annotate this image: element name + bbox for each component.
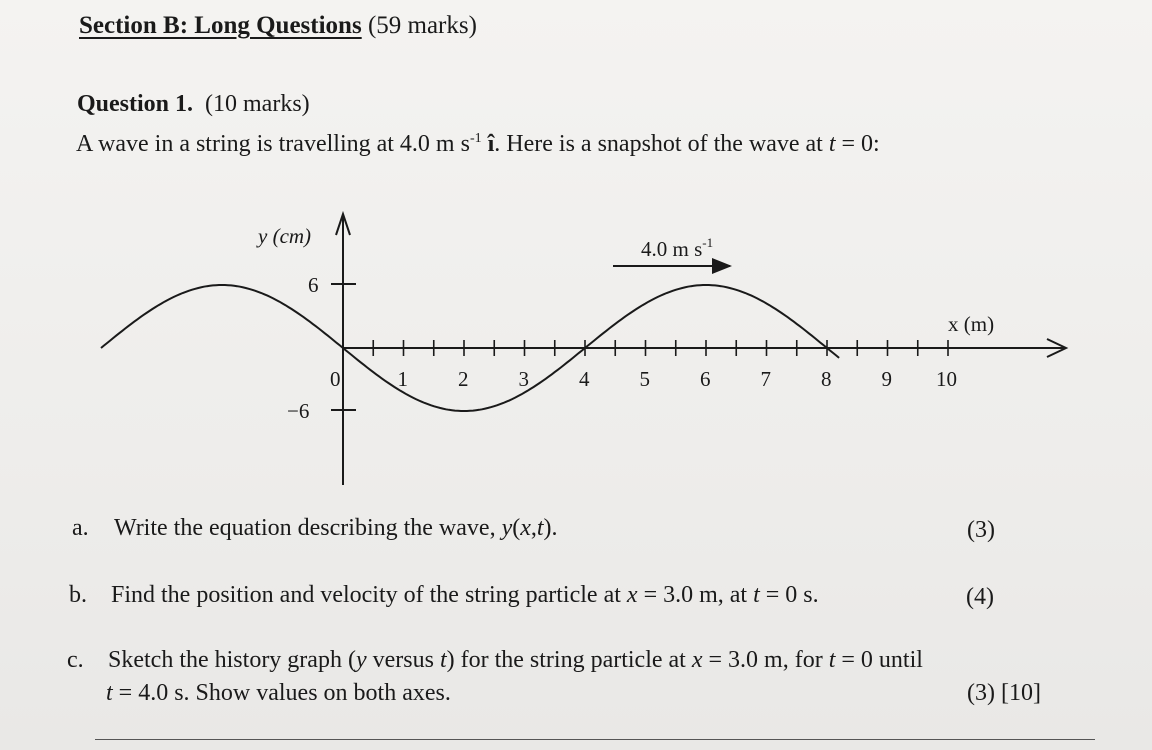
- x-tick-label: 4: [579, 367, 590, 391]
- part-a-marks: (3): [967, 517, 995, 543]
- question-text-t: t: [828, 131, 836, 157]
- part-b-marks: (4): [966, 584, 994, 610]
- x-tick-label: 8: [821, 367, 832, 391]
- x-tick-label: 9: [881, 367, 892, 391]
- y-axis-label: y (cm): [258, 224, 312, 248]
- x-tick-label: 3: [518, 367, 529, 391]
- part-b-label: b.: [69, 582, 87, 608]
- x-tick-labels: [330, 367, 957, 391]
- x-tick-label: 7: [760, 367, 771, 391]
- part-c-text: Sketch the history graph (y versus t) for the string particle at x = 3.0 m, for t = 0 until: [108, 647, 923, 673]
- question-text-end: = 0:: [835, 131, 880, 157]
- velocity-label-sup: -1: [702, 235, 714, 250]
- x-tick-label: 1: [397, 367, 408, 391]
- section-marks: (59 marks): [367, 12, 477, 39]
- x-tick-label: 6: [700, 367, 711, 391]
- part-a-label: a.: [72, 515, 89, 541]
- unit-vector-i: î: [481, 131, 495, 157]
- question-text-sup: -1: [469, 131, 482, 146]
- x-tick-label: 5: [639, 367, 650, 391]
- part-a-text: Write the equation describing the wave, y(x,t).: [114, 515, 558, 541]
- x-tick-label: 0: [330, 367, 341, 391]
- bottom-rule: [95, 739, 1095, 740]
- y-tick-label-neg6: −6: [287, 399, 310, 423]
- velocity-label: [641, 235, 713, 261]
- x-tick-label: 10: [936, 367, 957, 391]
- velocity-label-text: 4.0 m s: [641, 237, 703, 261]
- question-marks: (10 marks): [205, 91, 310, 117]
- question-text-pre: A wave in a string is travelling at 4.0 m s: [76, 131, 470, 157]
- part-c-label: c.: [67, 647, 84, 673]
- part-b-text: Find the position and velocity of the string particle at x = 3.0 m, at t = 0 s.: [111, 582, 819, 608]
- part-c-marks: (3) [10]: [967, 680, 1041, 706]
- question-number: Question 1.: [77, 91, 194, 117]
- part-c-text-2: t = 4.0 s. Show values on both axes.: [106, 680, 451, 706]
- section-title-text: Section B: Long Questions: [79, 12, 362, 39]
- x-tick-label: 2: [458, 367, 469, 391]
- x-axis-label: x (m): [948, 312, 995, 336]
- y-tick-label-6: 6: [308, 273, 319, 297]
- question-text-post: . Here is a snapshot of the wave at: [494, 131, 829, 157]
